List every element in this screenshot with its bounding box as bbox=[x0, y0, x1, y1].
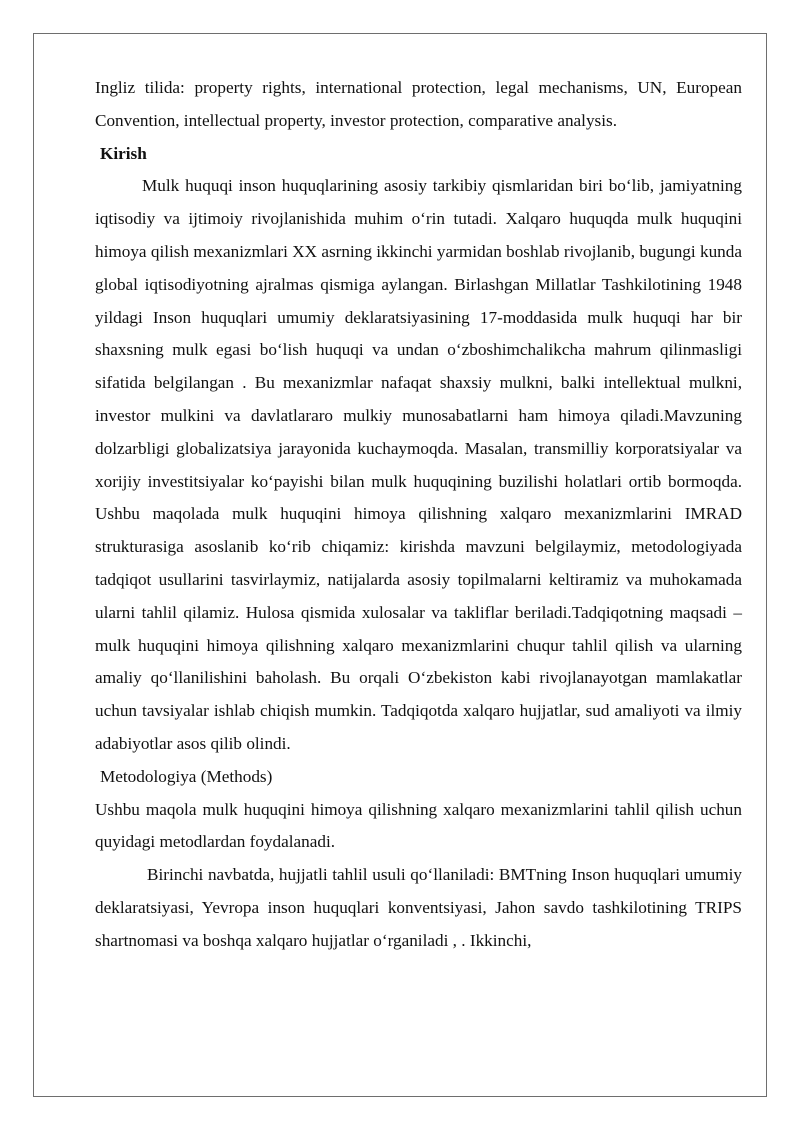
keywords-paragraph: Ingliz tilida: property rights, international protection, legal mechanisms, UN, European Convention, intellectual property, investor protection, comparative analysis. bbox=[95, 78, 742, 130]
intro-heading: Kirish bbox=[100, 143, 147, 163]
intro-paragraph: Mulk huquqi inson huquqlarining asosiy tarkibiy qismlaridan biri bo‘lib, jamiyatning iqtisodiy va ijtimoiy rivojlanishida muhim o‘rin tutadi. Xalqaro huquqda mulk huquqini himoya qilish mexanizmlari XX asrning ikkinchi yarmidan boshlab rivojlanib, bugungi kunda global iqtisodiyotning ajralmas qismiga aylangan. Birlashgan Millatlar Tashkilotining 1948 yildagi Inson huquqlari umumiy deklaratsiyasining 17-moddasida mulk huquqi har bir shaxsning mulk egasi bo‘lish huquqi va undan o‘zboshimchalikcha mahrum qilinmasligi sifatida belgilangan . Bu mexanizmlar nafaqat shaxsiy mulkni, balki intellektual mulkni, investor mulkini va davlatlararo mulkiy munosabatlarni ham himoya qiladi.Mavzuning dolzarbligi globalizatsiya jarayonida kuchaymoqda. Masalan, transmilliy korporatsiyalar va xorijiy investitsiyalar ko‘payishi bilan mulk huquqining buzilishi holatlari ortib bormoqda. Ushbu maqolada mulk huquqini himoya qilishning xalqaro mexanizmlarini IMRAD strukturasiga asoslanib ko‘rib chiqamiz: kirishda mavzuni belgilaymiz, metodologiyada tadqiqot usullarini tasvirlaymiz, natijalarda asosiy topilmalarni keltiramiz va muhokamada ularni tahlil qilamiz. Hulosa qismida xulosalar va takliflar beriladi.Tadqiqotning maqsadi – mulk huquqini himoya qilishning xalqaro mexanizmlarini chuqur tahlil qilish va ularning amaliy qo‘llanilishini baholash. Bu orqali O‘zbekiston kabi rivojlanayotgan mamlakatlar uchun tavsiyalar ishlab chiqish mumkin. Tadqiqotda xalqaro hujjatlar, sud amaliyoti va ilmiy adabiyotlar asos qilib olindi. bbox=[95, 176, 742, 753]
methods-heading: Metodologiya (Methods) bbox=[100, 766, 273, 786]
document-body bbox=[95, 72, 742, 958]
methods-paragraph: Birinchi navbatda, hujjatli tahlil usuli qo‘llaniladi: BMTning Inson huquqlari umumiy deklaratsiyasi, Yevropa inson huquqlari konventsiyasi, Jahon savdo tashkilotining TRIPS shartnomasi va boshqa xalqaro hujjatlar o‘rganiladi , . Ikkinchi, bbox=[95, 865, 742, 950]
methods-intro-paragraph: Ushbu maqola mulk huquqini himoya qilishning xalqaro mexanizmlarini tahlil qilish uchun quyidagi metodlardan foydalanadi. bbox=[95, 799, 742, 852]
